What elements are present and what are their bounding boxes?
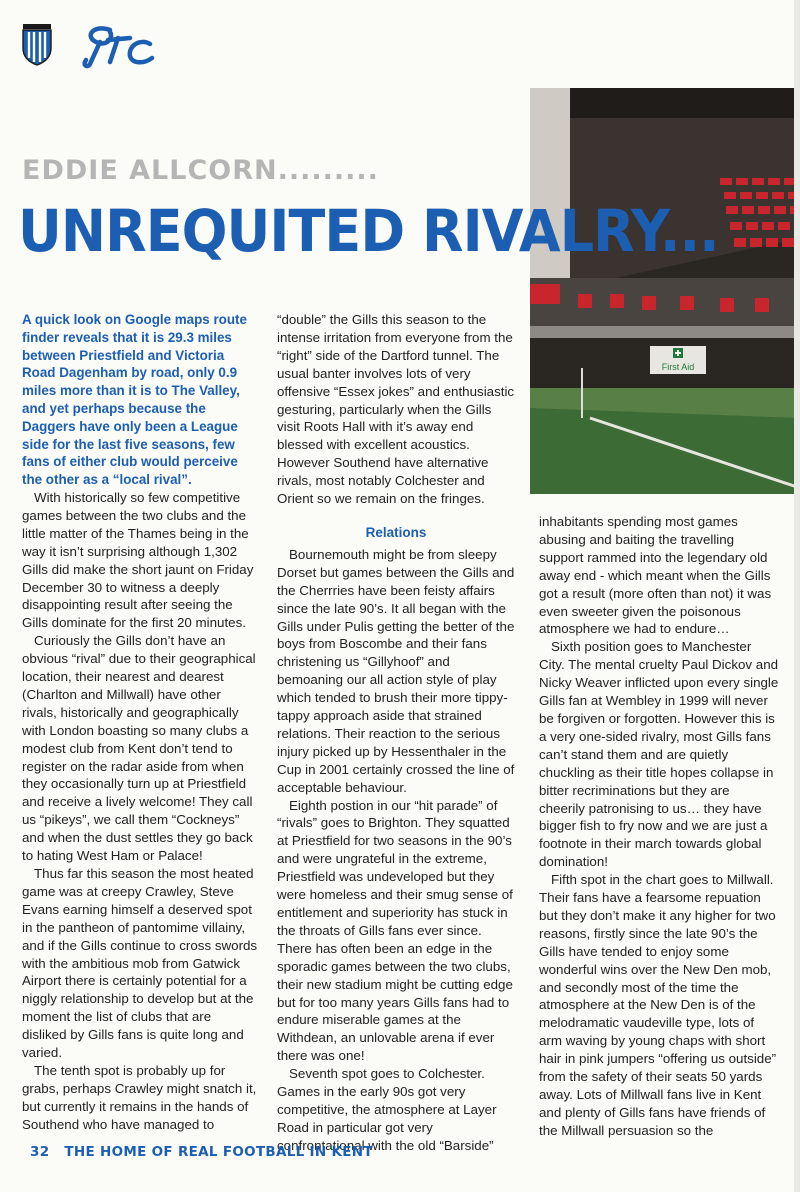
body-paragraph: With historically so few competitive games between the two clubs and the little matter of the Thames being in the way it isn’t surprising although 1,302 Gills did make the short jaunt on Friday December 30 to witness a deeply disappointing result after seeing the Gills dominate for the first 20 minutes. [22,489,254,631]
body-paragraph: Curiously the Gills don’t have an obvious “rival” due to their geographical location, their nearest and dearest (Charlton and Millwall) have other rivals, historically and geographically with London boasting so many clubs a modest club from Kent don’t tend to register on the radar aside from when they occasionally turn up at Priestfield and receive a lively welcome! They call us “pikeys”, we call them “Cockneys” and when the dust settles they go back to hating West Ham or Palace! [22,633,256,864]
footer-tagline: THE HOME OF REAL FOOTBALL IN KENT [64,1144,373,1160]
section-subhead: Relations [365,524,427,540]
body-paragraph: Fifth spot in the chart goes to Millwall. Their fans have a fearsome repuation but they don’t make it any higher for two reasons, firstly since the late 90’s the Gills have tended to enjoy some wonderful wins over the New Den mob, and secondly most of the time the atmosphere at the New Den is of the melodramatic vaudeville type, lots of arm waving by young chaps with short hair in pink jumpers “offering us outside” from the safety of their seats 50 yards away. Lots of Millwall fans live in Kent and plenty of Gills fans have friends of the Millwall persuasion so the [539,872,777,1138]
body-paragraph: Bournemouth might be from sleepy Dorset but games between the Gills and the Cherrries have been feisty affairs since the late 90’s. It all began with the Gills under Pulis getting the better of the boys from Boscombe and their fans christening us “Gillyhoof” and bemoaning our all action style of play which tended to brush their more tippy-tappy approach aside that strained relations. Their reaction to the serious injury picked up by Hessenthaler in the Cup in 2001 certainly crossed the line of acceptable behaviour. [277,546,515,795]
body-paragraph: Thus far this season the most heated game was at creepy Crawley, Steve Evans earning himself a deserved spot in the pantheon of pantomime villainy, and if the Gills continue to cross swords with the ambitious mob from Gatwick Airport there is certainly potential for a niggly relationship to develop but at the moment the list of clubs that are disliked by Gills fans is quite long and varied. [22,866,258,1061]
stadium-photo [530,88,800,494]
body-paragraph: inhabitants spending most games abusing and baiting the travelling support rammed into the legendary old away end - which meant when the Gills got a result (more often than not) it was even sweeter given the poisonous atmosphere we had to endure… [539,514,772,637]
intro-paragraph: A quick look on Google maps route finder reveals that it is 29.3 miles between Priestfield and Victoria Road Dagenham by road, only 0.9 miles more than it is to The Valley, and yet perhaps because the Daggers have only been a League side for the last five seasons, few fans of either club would perceive the other as a “local rival”. [22,312,247,488]
article-column-2 [277,311,515,1155]
body-paragraph: Eighth postion in our “hit parade” of “rivals” goes to Brighton. They squatted at Priestfield for two seasons in the 90’s and were ungrateful in the extreme, Priestfield was undeveloped but they were homeless and their smug sense of entitlement and superiority has stuck in the throats of Gills fans ever since. There has often been an edge in the sporadic games between the two clubs, their new stadium might be cutting edge but for too many years Gills fans had to endure miserable games at the Withdean, an unlovable arena if ever there was one! [277,797,513,1064]
gfc-monogram-logo [80,22,158,70]
club-crest-logo [20,24,54,66]
page-edge [794,0,800,1192]
author-kicker: EDDIE ALLCORN......... [22,155,379,186]
article-column-3 [539,513,779,1140]
first-aid-sign: First Aid [661,362,695,372]
body-paragraph: “double” the Gills this season to the intense irritation from everyone from the “right” side of the Dartford tunnel. The usual banter involves lots of very offensive “Essex jokes” and enthusiastic gesturing, particularly when the Gills visit Roots Hall with it’s away end blessed with excellent acoustics. However Southend have alternative rivals, most notably Colchester and Orient so we remain on the fringes. [277,312,515,507]
page-footer [30,1144,373,1160]
article-column-1 [22,311,258,1134]
article-headline: UNREQUITED RIVALRY... [18,197,719,265]
body-paragraph: The tenth spot is probably up for grabs, perhaps Crawley might snatch it, but currently it remains in the hands of Southend who have managed to [22,1062,257,1132]
body-paragraph: Sixth position goes to Manchester City. The mental cruelty Paul Dickov and Nicky Weaver inflicted upon every single Gills fan at Wembley in 1999 will never be forgiven or forgotten. However this is a very one-sided rivalry, most Gills fans can’t stand them and are quietly chuckling as their title hopes collapse in bitter recriminations but they are cheerily patronising to us… they have bigger fish to fry now and we are just a footnote in their march towards global domination! [539,639,779,870]
body-paragraph: Seventh spot goes to Colchester. Games in the early 90s got very competitive, the atmosphere at Layer Road in particular got very confrontational with the old “Barside” [277,1066,497,1153]
page-number: 32 [30,1144,50,1160]
